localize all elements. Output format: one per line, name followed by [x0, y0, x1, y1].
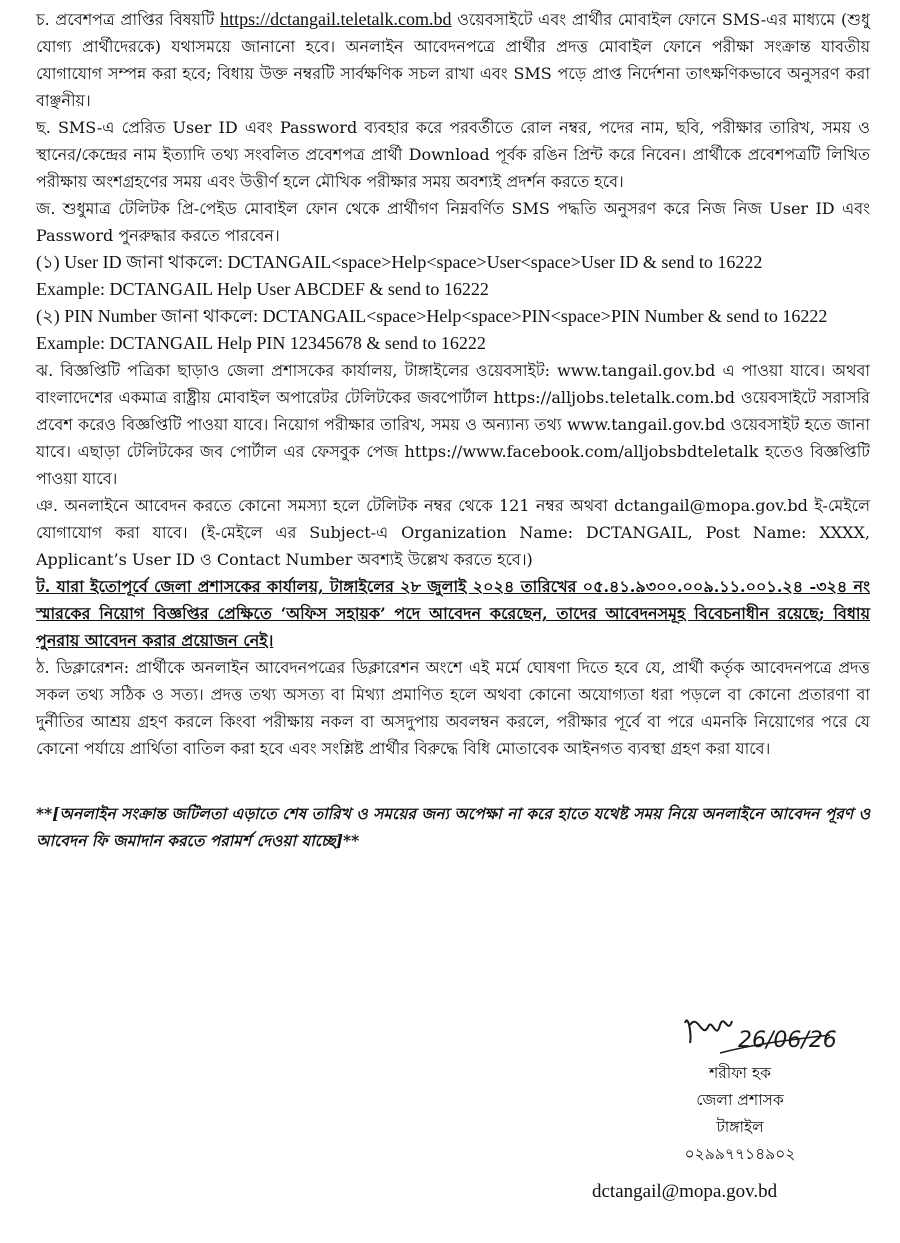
clause-jha: ঝ. বিজ্ঞপ্তিটি পত্রিকা ছাড়াও জেলা প্রশাসকের কার্যালয়, টাঙ্গাইলের ওয়েবসাইট: www.tangail.gov.bd এ পাওয়া যাবে। অথবা বাংলাদেশের একমাত্র রাষ্ট্রীয় মোবাইল অপারেটর টেলিটকের জবপোর্টাল https://alljobs.teletalk.com.bd ওয়েবসাইটে সরাসরি প্রবেশ করেও বিজ্ঞপ্তিটি পাওয়া যাবে। নিয়োগ পরীক্ষার তারিখ, সময় ও অন্যান্য তথ্য www.tangail.gov.bd ওয়েবসাইট হতে জানা যাবে। এছাড়া টেলিটকের জব পোর্টাল এর ফেসবুক পেজ https://www.facebook.com/alljobsbdteletalk হতেও বিজ্ঞপ্তিটি পাওয়া যাবে। — [36, 361, 870, 488]
sms-user-id-example: Example: DCTANGAIL Help User ABCDEF & send to 16222 — [36, 279, 489, 299]
clause-ja: জ. শুধুমাত্র টেলিটক প্রি-পেইড মোবাইল ফোন থেকে প্রার্থীগণ নিম্নবর্ণিত SMS পদ্ধতি অনুসরণ করে নিজ নিজ User ID এবং Password পুনরুদ্ধার করতে পারবেন। — [36, 199, 870, 245]
clause-tha-declaration: ঠ. ডিক্লারেশন: প্রার্থীকে অনলাইন আবেদনপত্রের ডিক্লারেশন অংশে এই মর্মে ঘোষণা দিতে হবে যে, প্রার্থী কর্তৃক আবেদনপত্রে প্রদত্ত সকল তথ্য সঠিক ও সত্য। প্রদত্ত তথ্য অসত্য বা মিথ্যা প্রমাণিত হলে অথবা কোনো অযোগ্যতা ধরা পড়লে বা কোনো প্রতারণা বা দুর্নীতির আশ্রয় গ্রহণ করলে কিংবা পরীক্ষায় নকল বা অসদুপায় অবলম্বন করলে, পরীক্ষার পূর্বে বা পরে এমনকি নিয়োগের পরে যে কোনো পর্যায়ে প্রার্থিতা বাতিল করা হবে এবং সংশ্লিষ্ট প্রার্থীর বিরুদ্ধে বিধি মোতাবেক আইনগত ব্যবস্থা গ্রহণ করা যাবে। — [36, 658, 870, 758]
clause-chha: ছ. SMS-এ প্রেরিত User ID এবং Password ব্যবহার করে পরবর্তীতে রোল নম্বর, পদের নাম, ছবি, পরীক্ষার তারিখ, সময় ও স্থানের/কেন্দ্রের নাম ইত্যাদি তথ্য সংবলিত প্রবেশপত্র প্রার্থী Download পূর্বক রঙিন প্রিন্ট করে নিবেন। প্রার্থীকে প্রবেশপত্রটি লিখিত পরীক্ষায় অংশগ্রহণের সময় এবং উত্তীর্ণ হলে মৌখিক পরীক্ষার সময় অবশ্যই প্রদর্শন করতে হবে। — [36, 118, 870, 191]
clause-nya: ঞ. অনলাইনে আবেদন করতে কোনো সমস্যা হলে টেলিটক নম্বর থেকে 121 নম্বর অথবা dctangail@mopa.gov.bd ই-মেইলে যোগাযোগ করা যাবে। (ই-মেইলে এর Subject-এ Organization Name: DCTANGAIL, Post Name: XXXX, Applicant’s User ID ও Contact Number অবশ্যই উল্লেখ করতে হবে।) — [36, 496, 870, 569]
signatory-name: শরীফা হক — [709, 1064, 771, 1082]
signature-block — [610, 1060, 870, 1168]
sms-pin-example: Example: DCTANGAIL Help PIN 12345678 & send to 16222 — [36, 333, 486, 353]
clause-cha-text: ওয়েবসাইটে এবং প্রার্থীর মোবাইল ফোনে SMS-এর মাধ্যমে (শুধু যোগ্য প্রার্থীদেরকে) যথাসময়ে জানানো হবে। অনলাইন আবেদনপত্রে প্রার্থীর প্রদত্ত মোবাইল ফোনে পরীক্ষা সংক্রান্ত যাবতীয় যোগাযোগ সম্পন্ন করা হবে; বিধায় উক্ত নম্বরটি সার্বক্ষণিক সচল রাখা এবং SMS পড়ে প্রাপ্ত নির্দেশনা তাৎক্ষণিকভাবে অনুসরণ করা বাঞ্ছনীয়। — [36, 10, 871, 110]
signatory-designation: জেলা প্রশাসক — [696, 1091, 784, 1109]
signature-date: 26/06/26 — [738, 1028, 837, 1053]
advisory-note: **[অনলাইন সংক্রান্ত জটিলতা এড়াতে শেষ তারিখ ও সময়ের জন্য অপেক্ষা না করে হাতে যথেষ্ট সময় নিয়ে অনলাইনে আবেদন পূরণ ও আবেদন ফি জমাদান করতে পরামর্শ দেওয়া যাচ্ছে]** — [36, 804, 870, 850]
clause-cha-prefix: চ. প্রবেশপত্র প্রাপ্তির বিষয়টি — [36, 10, 221, 29]
admit-card-link[interactable]: https://dctangail.teletalk.com.bd — [220, 9, 452, 29]
clause-ta: ট. যারা ইতোপূর্বে জেলা প্রশাসকের কার্যালয়, টাঙ্গাইলের ২৮ জুলাই ২০২৪ তারিখের ০৫.৪১.৯৩০০.০০৯.১১.০০১.২৪ -৩২৪ নং স্মারকের নিয়োগ বিজ্ঞপ্তির প্রেক্ষিতে ‘অফিস সহায়ক’ পদে আবেদন করেছেন, তাদের আবেদনসমূহ বিবেচনাধীন রয়েছে; বিধায় পুনরায় আবেদন করার প্রয়োজন নেই। — [36, 577, 870, 650]
sms-pin-format: (২) PIN Number জানা থাকলে: DCTANGAIL<space>Help<space>PIN<space>PIN Number & send to 16222 — [36, 306, 828, 326]
clause-cha — [36, 6, 870, 114]
signatory-phone: ০২৯৯৭৭১৪৯০২ — [684, 1145, 796, 1163]
handwritten-signature — [680, 1005, 850, 1065]
signatory-email[interactable]: dctangail@mopa.gov.bd — [592, 1181, 778, 1202]
signatory-district: টাঙ্গাইল — [716, 1118, 764, 1136]
sms-user-id-format: (১) User ID জানা থাকলে: DCTANGAIL<space>Help<space>User<space>User ID & send to 16222 — [36, 252, 763, 272]
